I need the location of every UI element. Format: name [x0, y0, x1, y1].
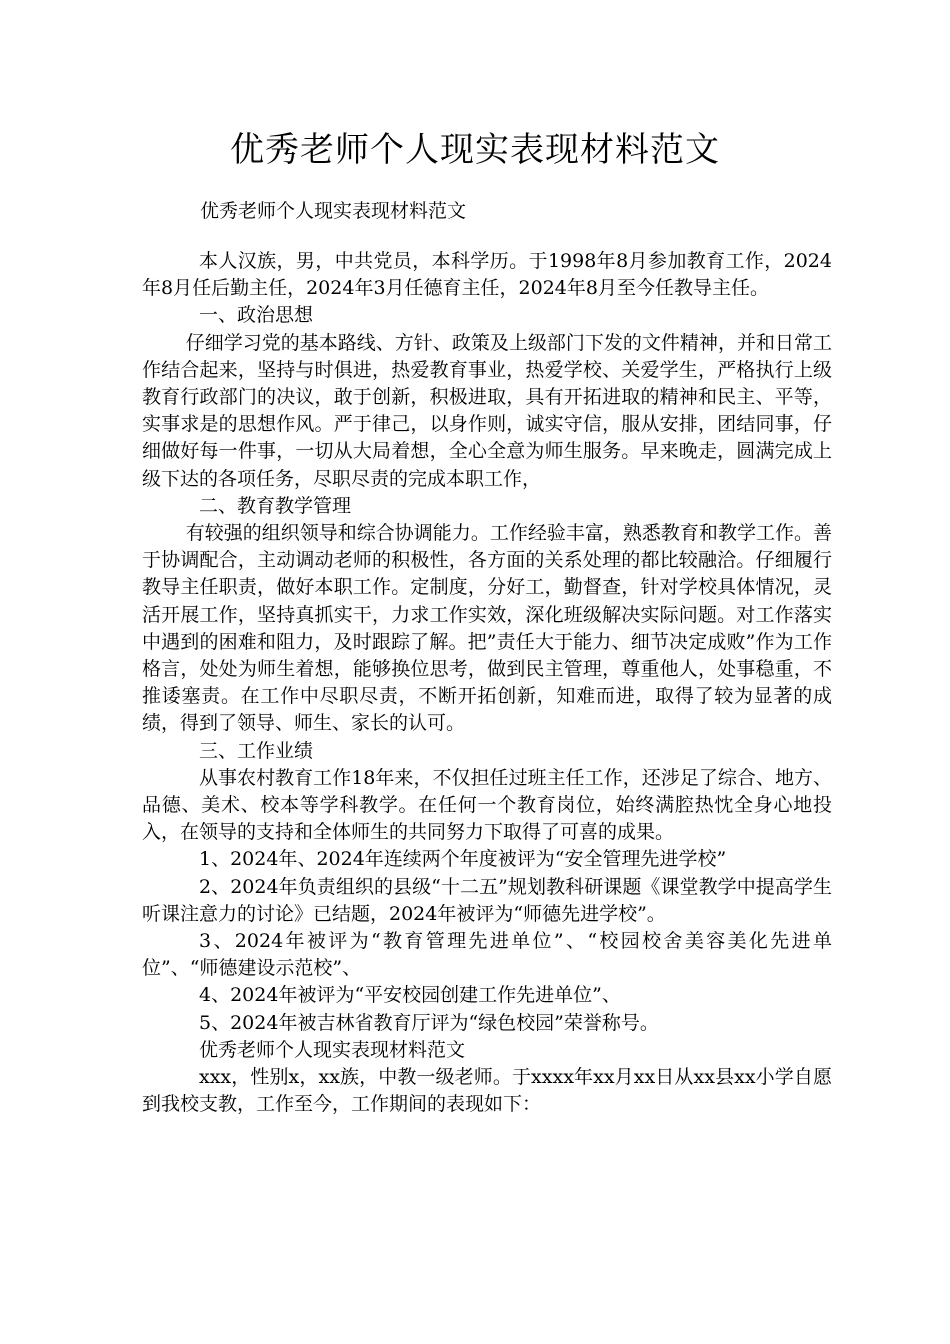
paragraph: 有较强的组织领导和综合协调能力。工作经验丰富，熟悉教育和教学工作。善于协调配合，主动调动老师的积极性，各方面的关系处理的都比较融洽。仔细履行教导主任职责，做好本职工作。定制度，分好工，勤督查，针对学校具体情况，灵活开展工作，坚持真抓实干，力求工作实效，深化班级解决实际问题。对工作落实中遇到的困难和阻力，及时跟踪了解。把”责任大于能力、细节决定成败”作为工作格言，处处为师生着想，能够换位思考，做到民主管理，尊重他人，处事稳重，不推诿塞责。在工作中尽职尽责，不断开拓创新，知难而进，取得了较为显著的成绩，得到了领导、师生、家长的认可。: [142, 522, 832, 735]
paragraph: xxx，性别x，xx族，中教一级老师。于xxxx年xx月xx日从xx县xx小学自愿到我校支教，工作至今，工作期间的表现如下：: [142, 1066, 832, 1116]
paragraph: 3、2024年被评为“教育管理先进单位”、“校园校舍美容美化先进单位”、“师德建设示范校”、: [142, 930, 832, 980]
paragraph: 从事农村教育工作18年来，不仅担任过班主任工作，还涉足了综合、地方、品德、美术、校本等学科教学。在任何一个教育岗位，始终满腔热忱全身心地投入，在领导的支持和全体师生的共同努力下取得了可喜的成果。: [142, 766, 832, 844]
section-heading: 一、政治思想: [199, 304, 314, 327]
paragraph: 仔细学习党的基本路线、方针、政策及上级部门下发的文件精神，并和日常工作结合起来，坚持与时俱进，热爱教育事业，热爱学校、关爱学生，严格执行上级教育行政部门的决议，敢于创新，积极进取，具有开拓进取的精神和民主、平等，实事求是的思想作风。严于律己，以身作则，诚实守信，服从安排，团结同事，仔细做好每一件事，一切从大局着想，全心全意为师生服务。早来晚走，圆满完成上级下达的各项任务，尽职尽责的完成本职工作，: [142, 331, 832, 490]
document-body: [142, 248, 832, 1119]
section-heading: 三、工作业绩: [199, 739, 314, 762]
section-heading: 二、教育教学管理: [199, 494, 352, 517]
document-title: 优秀老师个人现实表现材料范文: [230, 130, 720, 170]
document-subtitle: 优秀老师个人现实表现材料范文: [200, 200, 467, 222]
paragraph: 5、2024年被吉林省教育厅评为“绿色校园”荣誉称号。: [199, 1011, 659, 1034]
paragraph: 1、2024年、2024年连续两个年度被评为“安全管理先进学校”: [199, 848, 727, 871]
paragraph: 2、2024年负责组织的县级“十二五”规划教科研课题《课堂教学中提高学生听课注意力的讨论》已结题，2024年被评为“师德先进学校”。: [142, 875, 832, 925]
section-heading: 优秀老师个人现实表现材料范文: [199, 1038, 466, 1061]
paragraph: 本人汉族，男，中共党员，本科学历。于1998年8月参加教育工作，2024年8月任后勤主任，2024年3月任德育主任，2024年8月至今任教导主任。: [142, 250, 832, 300]
paragraph: 4、2024年被评为“平安校园创建工作先进单位”、: [199, 984, 621, 1007]
